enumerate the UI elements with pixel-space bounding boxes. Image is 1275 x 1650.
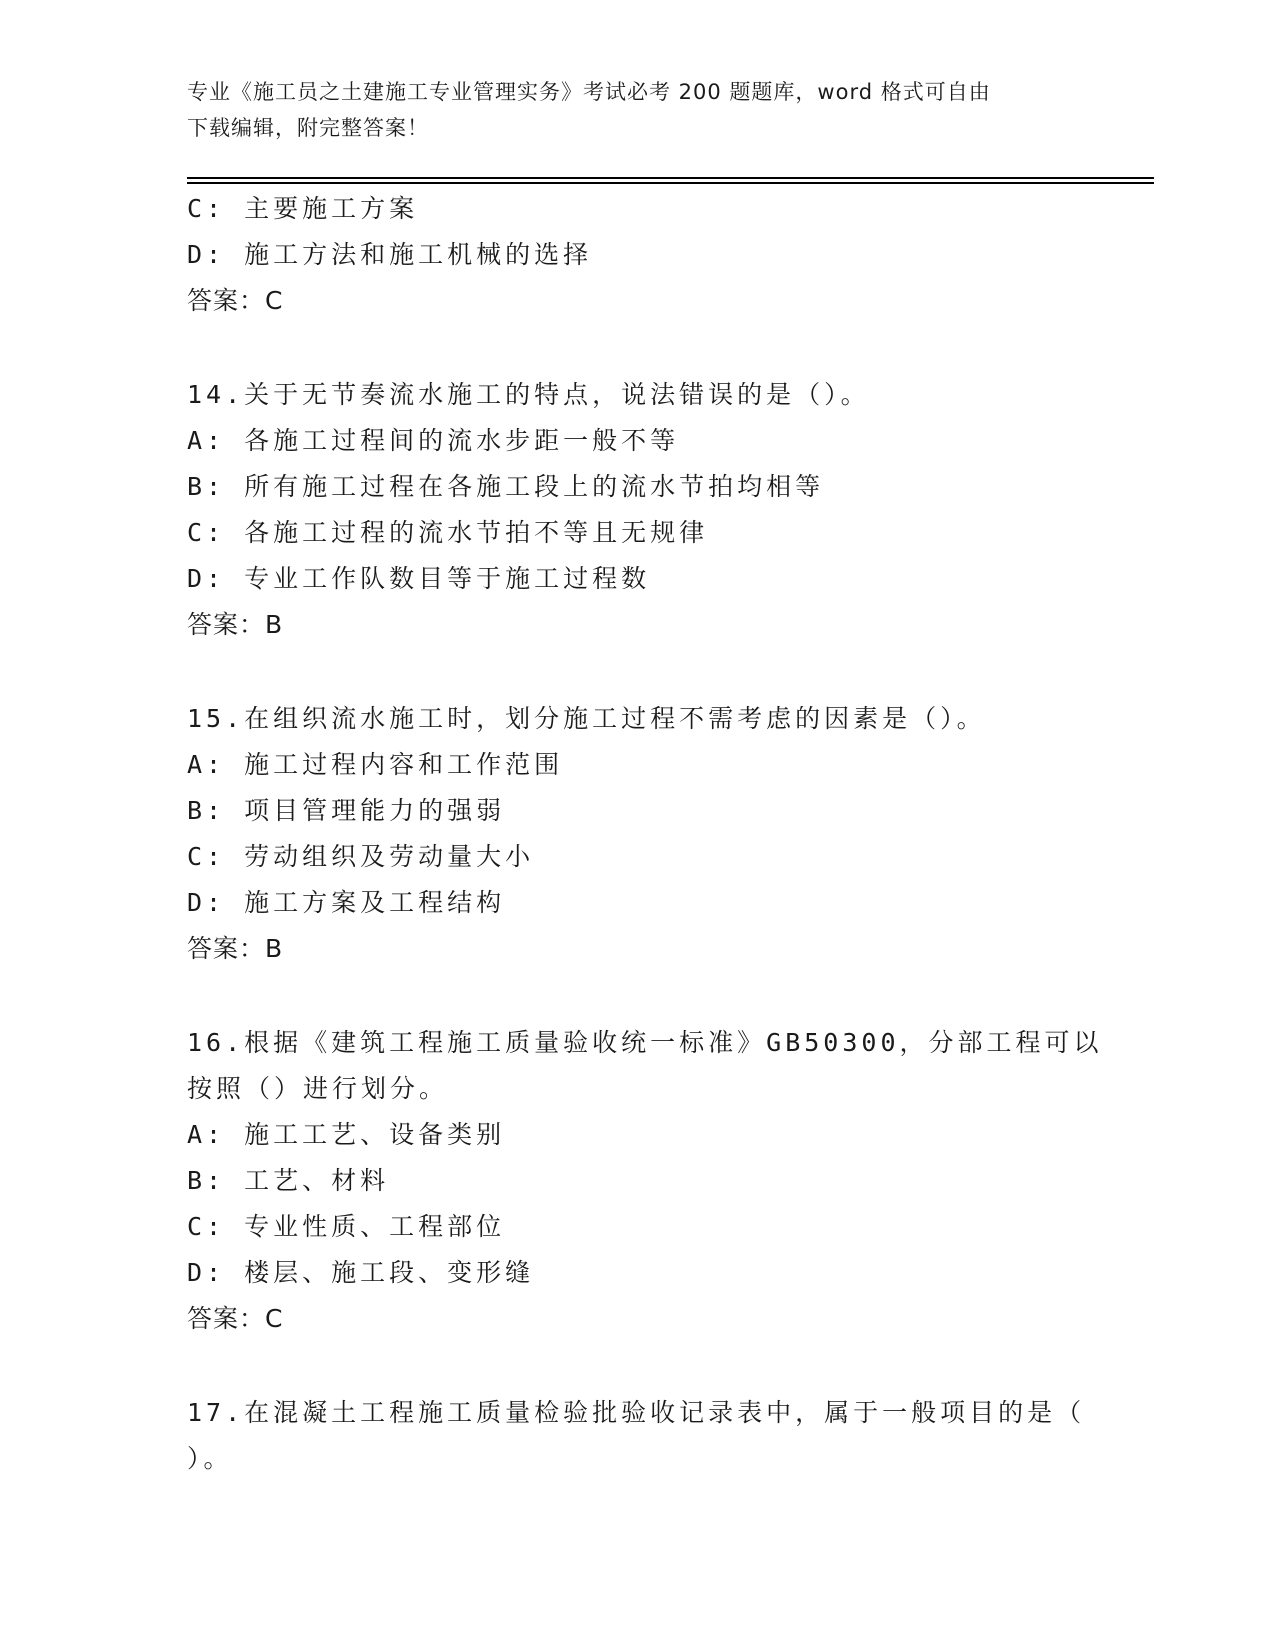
option-a: A: 施工工艺、设备类别 <box>187 1120 506 1149</box>
block-spacer <box>187 648 1087 696</box>
question-text-line-1: 16.根据《建筑工程施工质量验收统一标准》GB50300，分部工程可以 <box>187 1028 1103 1057</box>
option-c: C: 专业性质、工程部位 <box>187 1212 506 1241</box>
option-d: D: 楼层、施工段、变形缝 <box>187 1258 535 1287</box>
question-list <box>187 186 1103 1482</box>
question-block-14 <box>187 372 1087 648</box>
question-block-13 <box>187 186 1087 324</box>
block-spacer <box>187 972 1087 1020</box>
option-d: D: 专业工作队数目等于施工过程数 <box>187 564 651 593</box>
question-block-17 <box>187 1390 1087 1482</box>
question-text-line-2: ）。 <box>187 1444 233 1473</box>
option-b: B: 工艺、材料 <box>187 1166 390 1195</box>
answer-line: 答案：B <box>187 610 284 639</box>
answer-line: 答案：C <box>187 286 284 315</box>
question-text-line-1: 17.在混凝土工程施工质量检验批验收记录表中，属于一般项目的是（ <box>187 1398 1086 1427</box>
question-text: 14.关于无节奏流水施工的特点，说法错误的是（）。 <box>187 380 870 409</box>
header-line-2: 下载编辑，附完整答案！ <box>187 116 429 140</box>
option-c: C: 主要施工方案 <box>187 194 419 223</box>
header-rule-bottom <box>187 182 1154 184</box>
question-block-16 <box>187 1020 1103 1342</box>
option-b: B: 所有施工过程在各施工段上的流水节拍均相等 <box>187 472 825 501</box>
option-c: C: 各施工过程的流水节拍不等且无规律 <box>187 518 709 547</box>
question-text: 15.在组织流水施工时，划分施工过程不需考虑的因素是（）。 <box>187 704 986 733</box>
header-line-1: 专业《施工员之土建施工专业管理实务》考试必考 200 题题库，word 格式可自由 <box>187 80 991 104</box>
option-a: A: 各施工过程间的流水步距一般不等 <box>187 426 680 455</box>
block-spacer <box>187 324 1087 372</box>
option-a: A: 施工过程内容和工作范围 <box>187 750 564 779</box>
option-d: D: 施工方案及工程结构 <box>187 888 506 917</box>
question-text-line-2: 按照（）进行划分。 <box>187 1074 449 1103</box>
option-c: C: 劳动组织及劳动量大小 <box>187 842 535 871</box>
document-header <box>187 74 1087 146</box>
question-block-15 <box>187 696 1087 972</box>
block-spacer <box>187 1342 1087 1390</box>
header-rule-top <box>187 177 1154 179</box>
option-d: D: 施工方法和施工机械的选择 <box>187 240 593 269</box>
answer-line: 答案：C <box>187 1304 284 1333</box>
answer-line: 答案：B <box>187 934 284 963</box>
option-b: B: 项目管理能力的强弱 <box>187 796 506 825</box>
